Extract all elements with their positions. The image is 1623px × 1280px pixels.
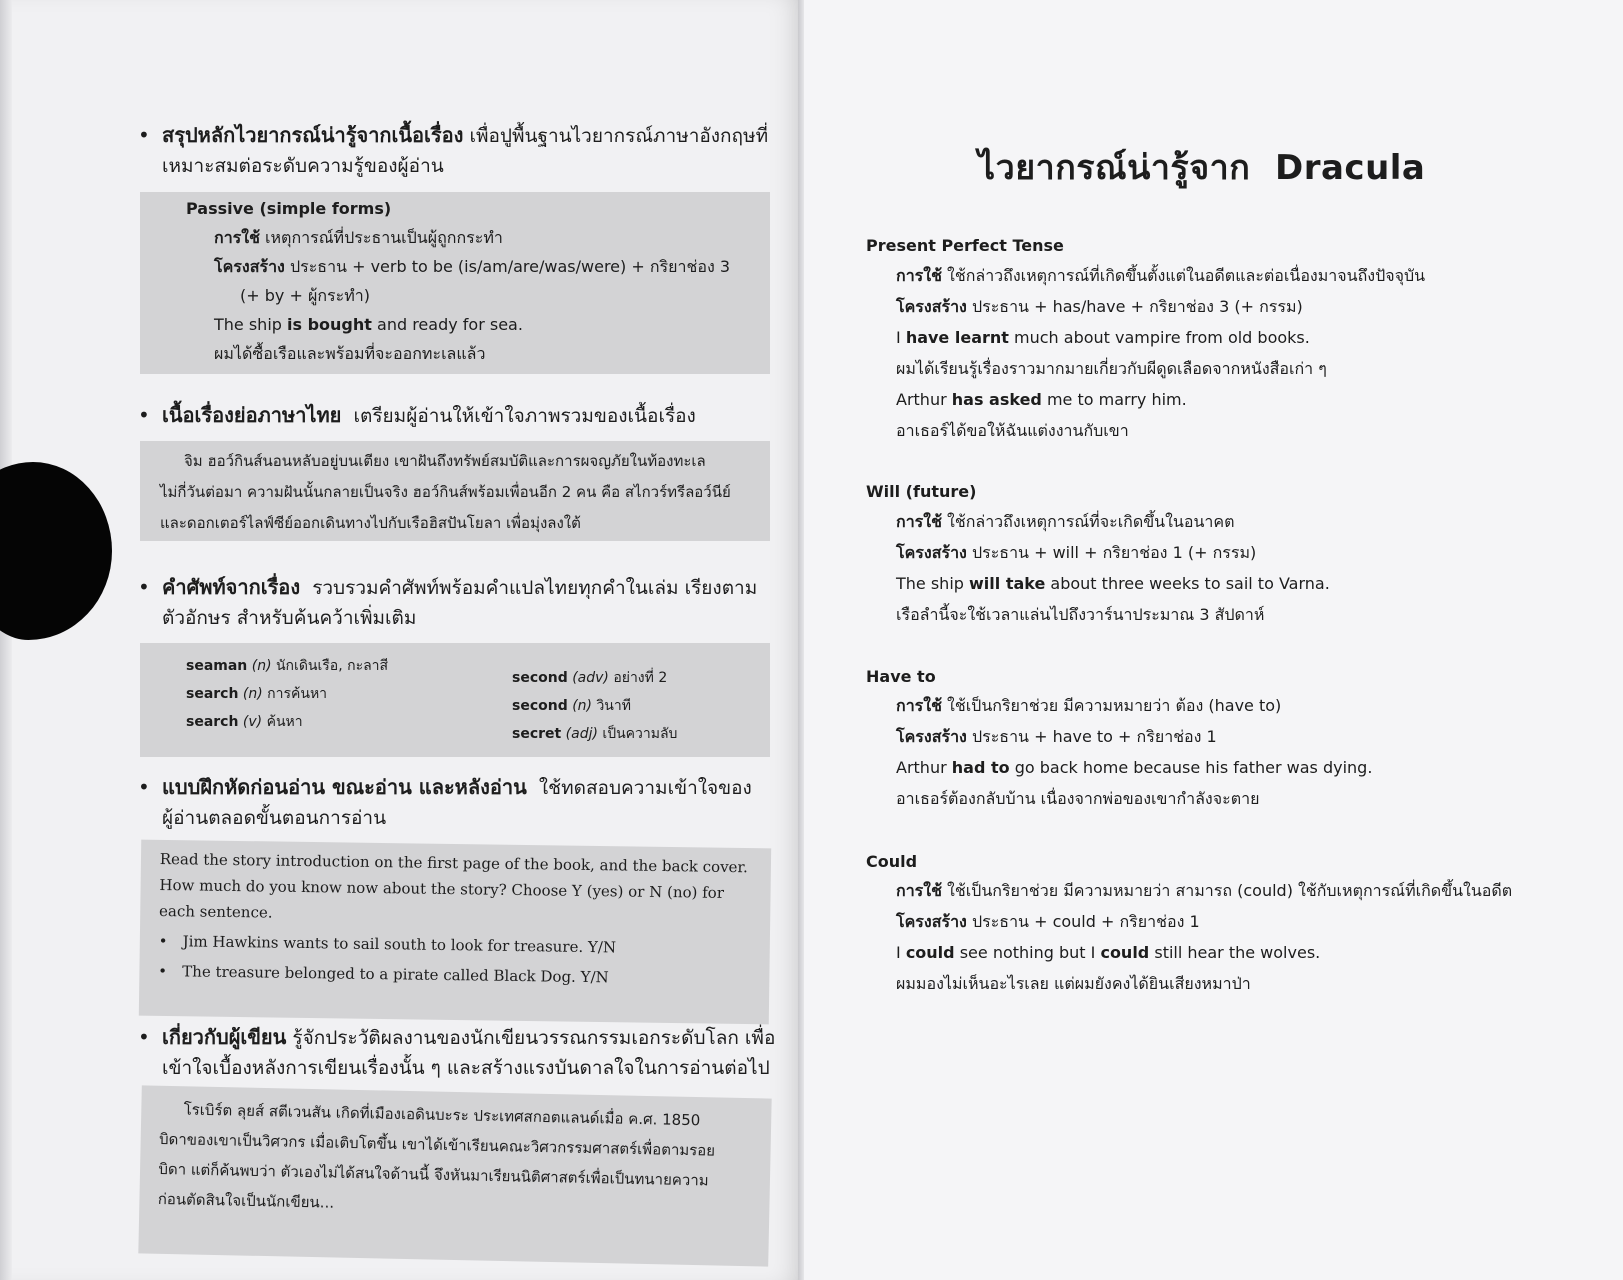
summary-line-1: จิม ฮอว์กินส์นอนหลับอยู่บนเตียง เขาฝันถึงทรัพย์สมบัติและการผจญภัยในท้องทะเล: [184, 452, 706, 470]
page-title: [978, 140, 1425, 194]
grammar-summary-bullet: [138, 120, 778, 181]
example-bold: is bought: [287, 315, 372, 334]
vocab-meaning: การค้นหา: [267, 686, 328, 702]
vocab-item: [186, 708, 388, 736]
vocab-word: second: [512, 670, 568, 686]
vocab-item: [512, 720, 677, 748]
vocab-item: [186, 652, 388, 680]
section-body: [896, 690, 1372, 814]
usage-text: ใช้เป็นกริยาช่วย มีความหมายว่า สามารถ (could) ใช้กับเหตุการณ์ที่เกิดขึ้นในอดีต: [947, 881, 1513, 900]
example-sentence: [896, 937, 1512, 968]
example-sentence: [896, 384, 1425, 415]
summary-line-3: และดอกเตอร์ไลฟ์ซีย์ออกเดินทางไปกับเรือฮิสปันโยลา เพื่อมุ่งลงใต้: [160, 514, 581, 532]
summary-title: เนื้อเรื่องย่อภาษาไทย: [162, 403, 342, 427]
title-english: Dracula: [1274, 148, 1426, 188]
bullet-icon: •: [138, 775, 150, 799]
vocab-word: search: [186, 686, 239, 702]
structure-text-2: (+ by + ผู้กระทำ): [240, 286, 370, 305]
title-thai: ไวยากรณ์น่ารู้จาก: [978, 148, 1251, 188]
author-desc-2: เข้าใจเบื้องหลังการเขียนเรื่องนั้น ๆ และสร้างแรงบันดาลใจในการอ่านต่อไป: [162, 1057, 770, 1079]
example-pre: The ship: [896, 574, 970, 593]
summary-desc: เตรียมผู้อ่านให้เข้าใจภาพรวมของเนื้อเรื่อง: [353, 405, 696, 427]
example-post: still hear the wolves.: [1149, 943, 1321, 962]
vocab-pos: (n): [251, 658, 272, 674]
vocab-pos: (adj): [565, 726, 598, 742]
vocab-meaning: อย่างที่ 2: [613, 670, 668, 686]
bullet-icon: •: [138, 403, 150, 427]
bullet-icon: •: [138, 1025, 150, 1049]
bullet-icon: •: [138, 575, 150, 599]
summary-content: [160, 446, 760, 539]
usage-text: ใช้กล่าวถึงเหตุการณ์ที่เกิดขึ้นตั้งแต่ในอดีตและต่อเนื่องมาจนถึงปัจจุบัน: [947, 266, 1426, 285]
structure-label: โครงสร้าง: [896, 727, 967, 746]
structure-label: โครงสร้าง: [896, 543, 967, 562]
structure-text: ประธาน + has/have + กริยาช่อง 3 (+ กรรม): [971, 297, 1303, 316]
vocab-meaning: ค้นหา: [266, 714, 303, 730]
example-mid: see nothing but I: [954, 943, 1101, 962]
example-bold: has asked: [951, 390, 1042, 409]
example-post: me to marry him.: [1041, 390, 1187, 409]
example-thai: อาเธอร์ต้องกลับบ้าน เนื่องจากพ่อของเขากำลังจะตาย: [896, 789, 1260, 808]
example-post: and ready for sea.: [371, 315, 523, 334]
example-post: about three weeks to sail to Varna.: [1045, 574, 1330, 593]
vocab-item: [186, 680, 388, 708]
vocab-desc-2: ตัวอักษร สำหรับค้นคว้าเพิ่มเติม: [162, 607, 417, 629]
vocab-word: secret: [512, 726, 562, 742]
section-body: [896, 875, 1512, 999]
exercise-bullet: [138, 772, 778, 833]
structure-label: โครงสร้าง: [896, 297, 967, 316]
structure-text: ประธาน + have to + กริยาช่อง 1: [971, 727, 1217, 746]
author-bullet: [138, 1022, 778, 1083]
example-post: go back home because his father was dying.: [1009, 758, 1373, 777]
exercise-item: • Jim Hawkins wants to sail south to look for treasure. Y/N: [158, 928, 758, 962]
vocab-pos: (n): [572, 698, 592, 714]
usage-label: การใช้: [896, 696, 942, 715]
example-thai: ผมมองไม่เห็นอะไรเลย แต่ผมยังคงได้ยินเสียงหมาป่า: [896, 974, 1251, 993]
section-heading: Present Perfect Tense: [866, 236, 1064, 255]
summary-line-2: ไม่กี่วันต่อมา ความฝันนั้นกลายเป็นจริง ฮอว์กินส์พร้อมเพื่อนอีก 2 คน คือ สไกวร์ทรีลอว์นีย์: [160, 483, 731, 501]
grammar-summary-title: สรุปหลักไวยากรณ์น่ารู้จากเนื้อเรื่อง: [162, 123, 464, 147]
example-bold: could: [905, 943, 955, 962]
example-bold: have learnt: [905, 328, 1009, 347]
vocab-list-right: [512, 664, 677, 748]
example-pre: I: [896, 328, 906, 347]
usage-text: ใช้เป็นกริยาช่วย มีความหมายว่า ต้อง (have to): [947, 696, 1282, 715]
author-line-2: บิดาของเขาเป็นวิศวกร เมื่อเติบโตขึ้น เขาได้เข้าเรียนคณะวิศวกรรมศาสตร์เพื่อตามรอย: [158, 1129, 716, 1160]
structure-text: ประธาน + could + กริยาช่อง 1: [971, 912, 1200, 931]
example-pre: The ship: [214, 315, 288, 334]
exercise-desc-2: ผู้อ่านตลอดขั้นตอนการอ่าน: [162, 807, 387, 829]
vocab-pos: (adv): [572, 670, 609, 686]
vocab-list-left: [186, 652, 388, 736]
example-thai: อาเธอร์ได้ขอให้ฉันแต่งงานกับเขา: [896, 421, 1129, 440]
example-post: much about vampire from old books.: [1008, 328, 1310, 347]
example-pre: Arthur: [896, 758, 952, 777]
section-body: [896, 260, 1425, 446]
passive-content: [186, 194, 730, 368]
usage-text: เหตุการณ์ที่ประธานเป็นผู้ถูกกระทำ: [265, 228, 503, 247]
author-line-1: โรเบิร์ต ลุยส์ สตีเวนสัน เกิดที่เมืองเอดินบะระ ประเทศสกอตแลนด์เมื่อ ค.ศ. 1850: [183, 1100, 701, 1130]
example-sentence: [896, 322, 1425, 353]
example-bold: will take: [969, 574, 1046, 593]
example-sentence: [896, 568, 1330, 599]
vocab-pos: (n): [242, 686, 263, 702]
section-heading: Have to: [866, 667, 936, 686]
vocab-title: คำศัพท์จากเรื่อง: [162, 575, 301, 599]
vocab-word: seaman: [186, 658, 248, 674]
section-body: [896, 506, 1330, 630]
exercise-content: [158, 846, 760, 992]
author-content: [157, 1094, 759, 1227]
vocab-word: second: [512, 698, 568, 714]
example-thai: เรือลำนี้จะใช้เวลาแล่นไปถึงวาร์นาประมาณ 3 สัปดาห์: [896, 605, 1265, 624]
author-title: เกี่ยวกับผู้เขียน: [162, 1025, 287, 1049]
summary-bullet: [138, 400, 778, 431]
example-sentence: [896, 752, 1372, 783]
vocab-item: [512, 692, 677, 720]
passive-heading: Passive (simple forms): [186, 199, 392, 218]
page-edge: [0, 0, 12, 1280]
structure-text: ประธาน + will + กริยาช่อง 1 (+ กรรม): [971, 543, 1257, 562]
vocab-meaning: นักเดินเรือ, กะลาสี: [275, 658, 389, 674]
bullet-icon: •: [138, 123, 150, 147]
grammar-summary-desc-2: เหมาะสมต่อระดับความรู้ของผู้อ่าน: [162, 155, 444, 177]
structure-label: โครงสร้าง: [896, 912, 967, 931]
structure-label: โครงสร้าง: [214, 257, 285, 276]
exercise-intro: Read the story introduction on the first page of the book, and the back cover. How much do you know now about the story? Choose Y (yes) or N (no) for each sentence.: [158, 849, 748, 922]
grammar-summary-desc: เพื่อปูพื้นฐานไวยากรณ์ภาษาอังกฤษที่: [469, 125, 769, 147]
example-bold: could: [1100, 943, 1150, 962]
example-pre: Arthur: [896, 390, 952, 409]
example-pre: I: [896, 943, 906, 962]
section-heading: Will (future): [866, 482, 977, 501]
usage-label: การใช้: [896, 512, 942, 531]
vocab-meaning: วินาที: [596, 698, 631, 714]
author-line-3: บิดา แต่ก็ค้นพบว่า ตัวเองไม่ได้สนใจด้านนี้ จึงหันมาเรียนนิติศาสตร์เพื่อเป็นทนายความ: [158, 1159, 709, 1190]
author-desc: รู้จักประวัติผลงานของนักเขียนวรรณกรรมเอกระดับโลก เพื่อ: [292, 1027, 776, 1049]
example-thai: ผมได้เรียนรู้เรื่องราวมากมายเกี่ยวกับผีดูดเลือดจากหนังสือเก่า ๆ: [896, 359, 1327, 378]
structure-text: ประธาน + verb to be (is/am/are/was/were) + กริยาช่อง 3: [289, 257, 731, 276]
vocab-meaning: เป็นความลับ: [602, 726, 678, 742]
example-bold: had to: [951, 758, 1010, 777]
usage-label: การใช้: [896, 266, 942, 285]
exercise-item: • The treasure belonged to a pirate called Black Dog. Y/N: [158, 958, 758, 992]
section-heading: Could: [866, 852, 918, 871]
vocab-bullet: [138, 572, 778, 633]
vocab-pos: (v): [242, 714, 263, 730]
vocab-item: [512, 664, 677, 692]
vocab-word: search: [186, 714, 239, 730]
usage-label: การใช้: [214, 228, 260, 247]
vocab-desc: รวบรวมคำศัพท์พร้อมคำแปลไทยทุกคำในเล่ม เรียงตาม: [312, 577, 758, 599]
exercise-desc: ใช้ทดสอบความเข้าใจของ: [538, 777, 752, 799]
usage-text: ใช้กล่าวถึงเหตุการณ์ที่จะเกิดขึ้นในอนาคต: [947, 512, 1235, 531]
author-line-4: ก่อนตัดสินใจเป็นนักเขียน...: [157, 1189, 335, 1212]
example-thai: ผมได้ซื้อเรือและพร้อมที่จะออกทะเลแล้ว: [214, 344, 486, 363]
exercise-title: แบบฝึกหัดก่อนอ่าน ขณะอ่าน และหลังอ่าน: [162, 775, 527, 799]
usage-label: การใช้: [896, 881, 942, 900]
